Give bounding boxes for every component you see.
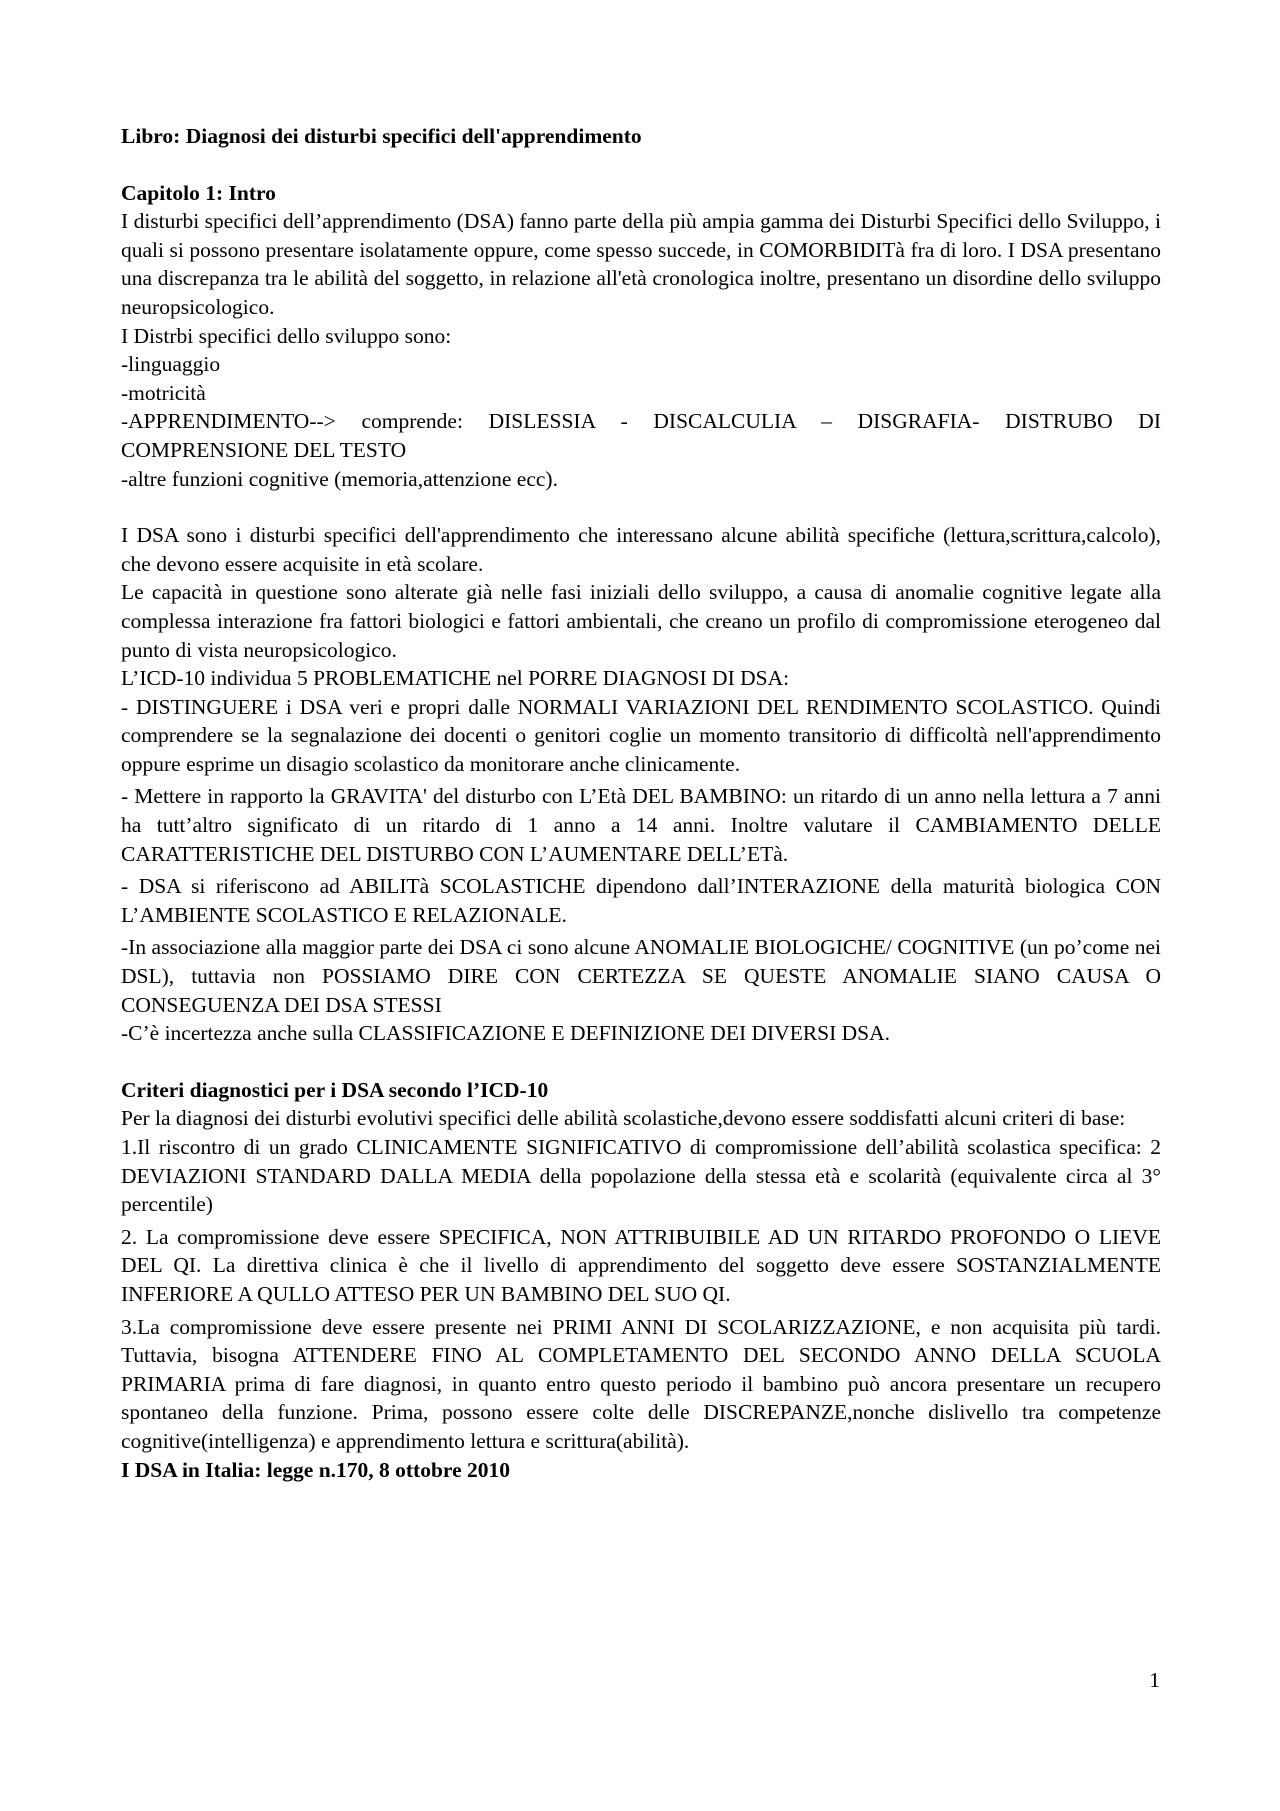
criteria-intro: Per la diagnosi dei disturbi evolutivi specifici delle abilità scolastiche,devono essere soddisfatti alcuni criteri di base: [121,1106,1126,1131]
capacities-paragraph: Le capacità in questione sono alterate già nelle fasi iniziali dello sviluppo, a causa di anomalie cognitive legate alla complessa interazione fra fattori biologici e fattori ambientali, che creano un profilo di compromissione eterogeneo dal punto di vista neuropsicologico. [121,580,1161,662]
list-intro: I Distrbi specifici dello sviluppo sono: [121,323,452,348]
document-content [121,122,1161,1484]
problem-item: - Mettere in rapporto la GRAVITA' del disturbo con L’Età DEL BAMBINO: un ritardo di un anno nella lettura a 7 anni ha tutt’altro significato di un ritardo di 1 anno a 14 anni. Inoltre valutare il CAMBIAMENTO DELLE CARATTERISTICHE DEL DISTURBO CON L’AUMENTARE DELL’ETà. [121,784,1161,866]
criteria-heading: Criteri diagnostici per i DSA secondo l’ICD-10 [121,1077,549,1102]
chapter-heading: Capitolo 1: Intro [121,180,276,205]
paragraph-gap [121,1048,1161,1076]
criteria-item: 2. La compromissione deve essere SPECIFICA, NON ATTRIBUIBILE AD UN RITARDO PROFONDO O LIEVE DEL QI. La direttiva clinica è che il livello di apprendimento del soggetto deve essere SOSTANZIALMENTE INFERIORE A QULLO ATTESO PER UN BAMBINO DEL SUO QI. [121,1224,1161,1306]
problem-item: - DSA si riferiscono ad ABILITà SCOLASTICHE dipendono dall’INTERAZIONE della maturità biologica CON L’AMBIENTE SCOLASTICO E RELAZIONALE. [121,874,1161,927]
list-item: -altre funzioni cognitive (memoria,attenzione ecc). [121,466,558,491]
dsa-definition: I DSA sono i disturbi specifici dell'apprendimento che interessano alcune abilità specifiche (lettura,scrittura,calcolo), che devono essere acquisite in età scolare. [121,523,1161,576]
criteria-item: 1.Il riscontro di un grado CLINICAMENTE SIGNIFICATIVO di compromissione dell’abilità scolastica specifica: 2 DEVIAZIONI STANDARD DALLA MEDIA della popolazione della stessa età e scolarità (equivalente circa al 3° percentile) [121,1135,1161,1217]
problem-item: -In associazione alla maggior parte dei DSA ci sono alcune ANOMALIE BIOLOGICHE/ COGNITIVE (un po’come nei DSL), tuttavia non POSSIAMO DIRE CON CERTEZZA SE QUESTE ANOMALIE SIANO CAUSA O CONSEGUENZA DEI DSA STESSI [121,935,1161,1017]
list-item: -motricità [121,380,206,405]
page-number: 1 [1149,1668,1160,1692]
list-item: -linguaggio [121,352,221,377]
icd-intro: L’ICD-10 individua 5 PROBLEMATICHE nel PORRE DIAGNOSI DI DSA: [121,666,790,691]
law-heading: I DSA in Italia: legge n.170, 8 ottobre 2010 [121,1457,510,1482]
problem-item: - DISTINGUERE i DSA veri e propri dalle NORMALI VARIAZIONI DEL RENDIMENTO SCOLASTICO. Quindi comprendere se la segnalazione dei docenti o genitori coglie un momento transitorio di difficoltà nell'apprendimento oppure esprime un disagio scolastico da monitorare anche clinicamente. [121,694,1161,776]
criteria-item: 3.La compromissione deve essere presente nei PRIMI ANNI DI SCOLARIZZAZIONE, e non acquisita più tardi. Tuttavia, bisogna ATTENDERE FINO AL COMPLETAMENTO DEL SECONDO ANNO DELLA SCUOLA PRIMARIA prima di fare diagnosi, in quanto entro questo periodo il bambino può ancora presentare un recupero spontaneo della funzione. Prima, possono essere colte delle DISCREPANZE,nonche dislivello tra competenze cognitive(intelligenza) e apprendimento lettura e scrittura(abilità). [121,1314,1161,1453]
problem-item: -C’è incertezza anche sulla CLASSIFICAZIONE E DEFINIZIONE DEI DIVERSI DSA. [121,1021,891,1046]
list-item: -APPRENDIMENTO--> comprende: DISLESSIA - DISCALCULIA – DISGRAFIA- DISTRUBO DI COMPRENSIONE DEL TESTO [121,409,1161,462]
book-title: Libro: Diagnosi dei disturbi specifici dell'apprendimento [121,124,642,148]
paragraph-gap [121,493,1161,521]
intro-paragraph: I disturbi specifici dell’apprendimento (DSA) fanno parte della più ampia gamma dei Disturbi Specifici dello Sviluppo, i quali si possono presentare isolatamente oppure, come spesso succede, in COMORBIDITà fra di loro. I DSA presentano una discrepanza tra le abilità del soggetto, in relazione all'età cronologica inoltre, presentano un disordine dello sviluppo neuropsicologico. [121,209,1161,319]
